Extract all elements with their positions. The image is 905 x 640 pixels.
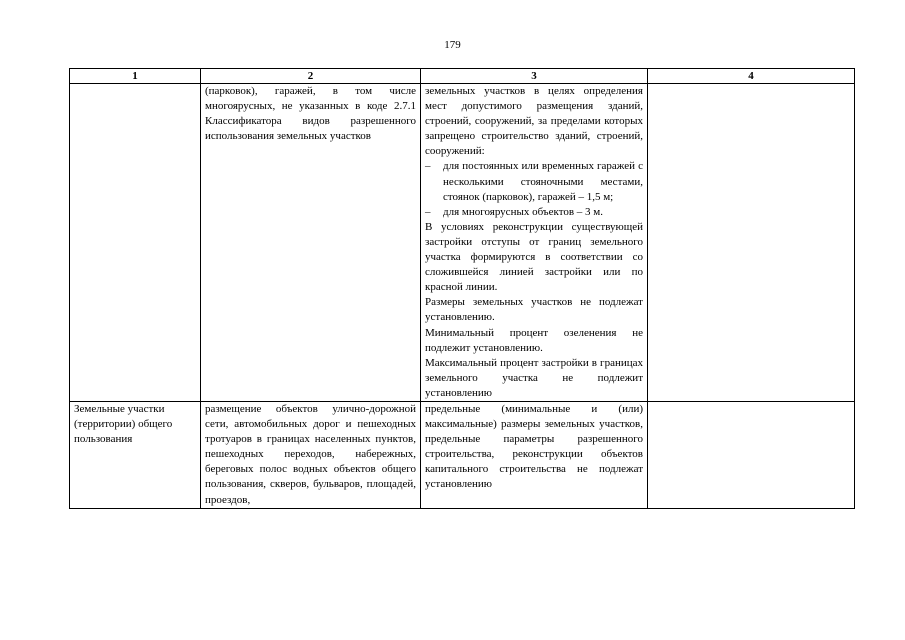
list-item-text: для многоярусных объектов – 3 м.	[443, 205, 604, 218]
row1-col3-paragraph: Минимальный процент озеленения не подлежит установлению.	[425, 326, 643, 354]
table-row	[70, 401, 855, 508]
page-number: 179	[444, 39, 461, 51]
list-item	[425, 159, 643, 204]
row1-col3-paragraph: Размеры земельных участков не подлежат установлению.	[425, 296, 643, 324]
row2-col3-cell	[421, 401, 648, 508]
row1-col3-paragraph: Максимальный процент застройки в границах земельного участка не подлежит установлению	[425, 356, 643, 399]
row1-col3-intro: земельных участков в целях определения мест допустимого размещения зданий, строений, сооружений, за пределами которых запрещено строительство зданий, строений, сооружений:	[425, 85, 643, 158]
row2-col2-cell	[201, 401, 421, 508]
row2-col4-cell	[648, 401, 855, 508]
row1-col1-cell	[70, 84, 201, 402]
table-row	[70, 84, 855, 402]
row2-col1-cell	[70, 401, 201, 508]
row1-col3-cell	[421, 84, 648, 402]
list-item-text: для постоянных или временных гаражей с несколькими стояночными местами, стоянок (парковок), гаражей – 1,5 м;	[443, 160, 643, 203]
dash-bullet: –	[425, 160, 431, 173]
row1-col4-cell	[648, 84, 855, 402]
column-header-4: 4	[648, 69, 855, 84]
row1-col3-paragraph: В условиях реконструкции существующей застройки отступы от границ земельного участка формируются в соответствии со сложившейся линией застройки или по красной линии.	[425, 220, 643, 294]
table-header-row	[70, 69, 855, 84]
zoning-table	[69, 68, 855, 509]
dash-bullet: –	[425, 205, 431, 218]
row2-col1-text: Земельные участки (территории) общего пользования	[74, 402, 173, 446]
column-header-1: 1	[70, 69, 201, 84]
column-header-2: 2	[201, 69, 421, 84]
row2-col2-text: размещение объектов улично-дорожной сети, автомобильных дорог и пешеходных тротуаров в границах населенных пунктов, пешеходных переходов, набережных, береговых полос водных объектов общего пользования, скверов, бульваров, площадей, проездов,	[205, 402, 416, 506]
row1-col2-text: (парковок), гаражей, в том числе многоярусных, не указанных в коде 2.7.1 Классификатора видов разрешенного использования земельных участков	[205, 85, 416, 143]
column-header-3: 3	[421, 69, 648, 84]
list-item	[425, 205, 643, 220]
row2-col3-text: предельные (минимальные и (или) максимальные) размеры земельных участков, предельные параметры разрешенного строительства, реконструкции объектов капитального строительства не подлежат установлению	[425, 402, 643, 491]
row1-col2-cell	[201, 84, 421, 402]
